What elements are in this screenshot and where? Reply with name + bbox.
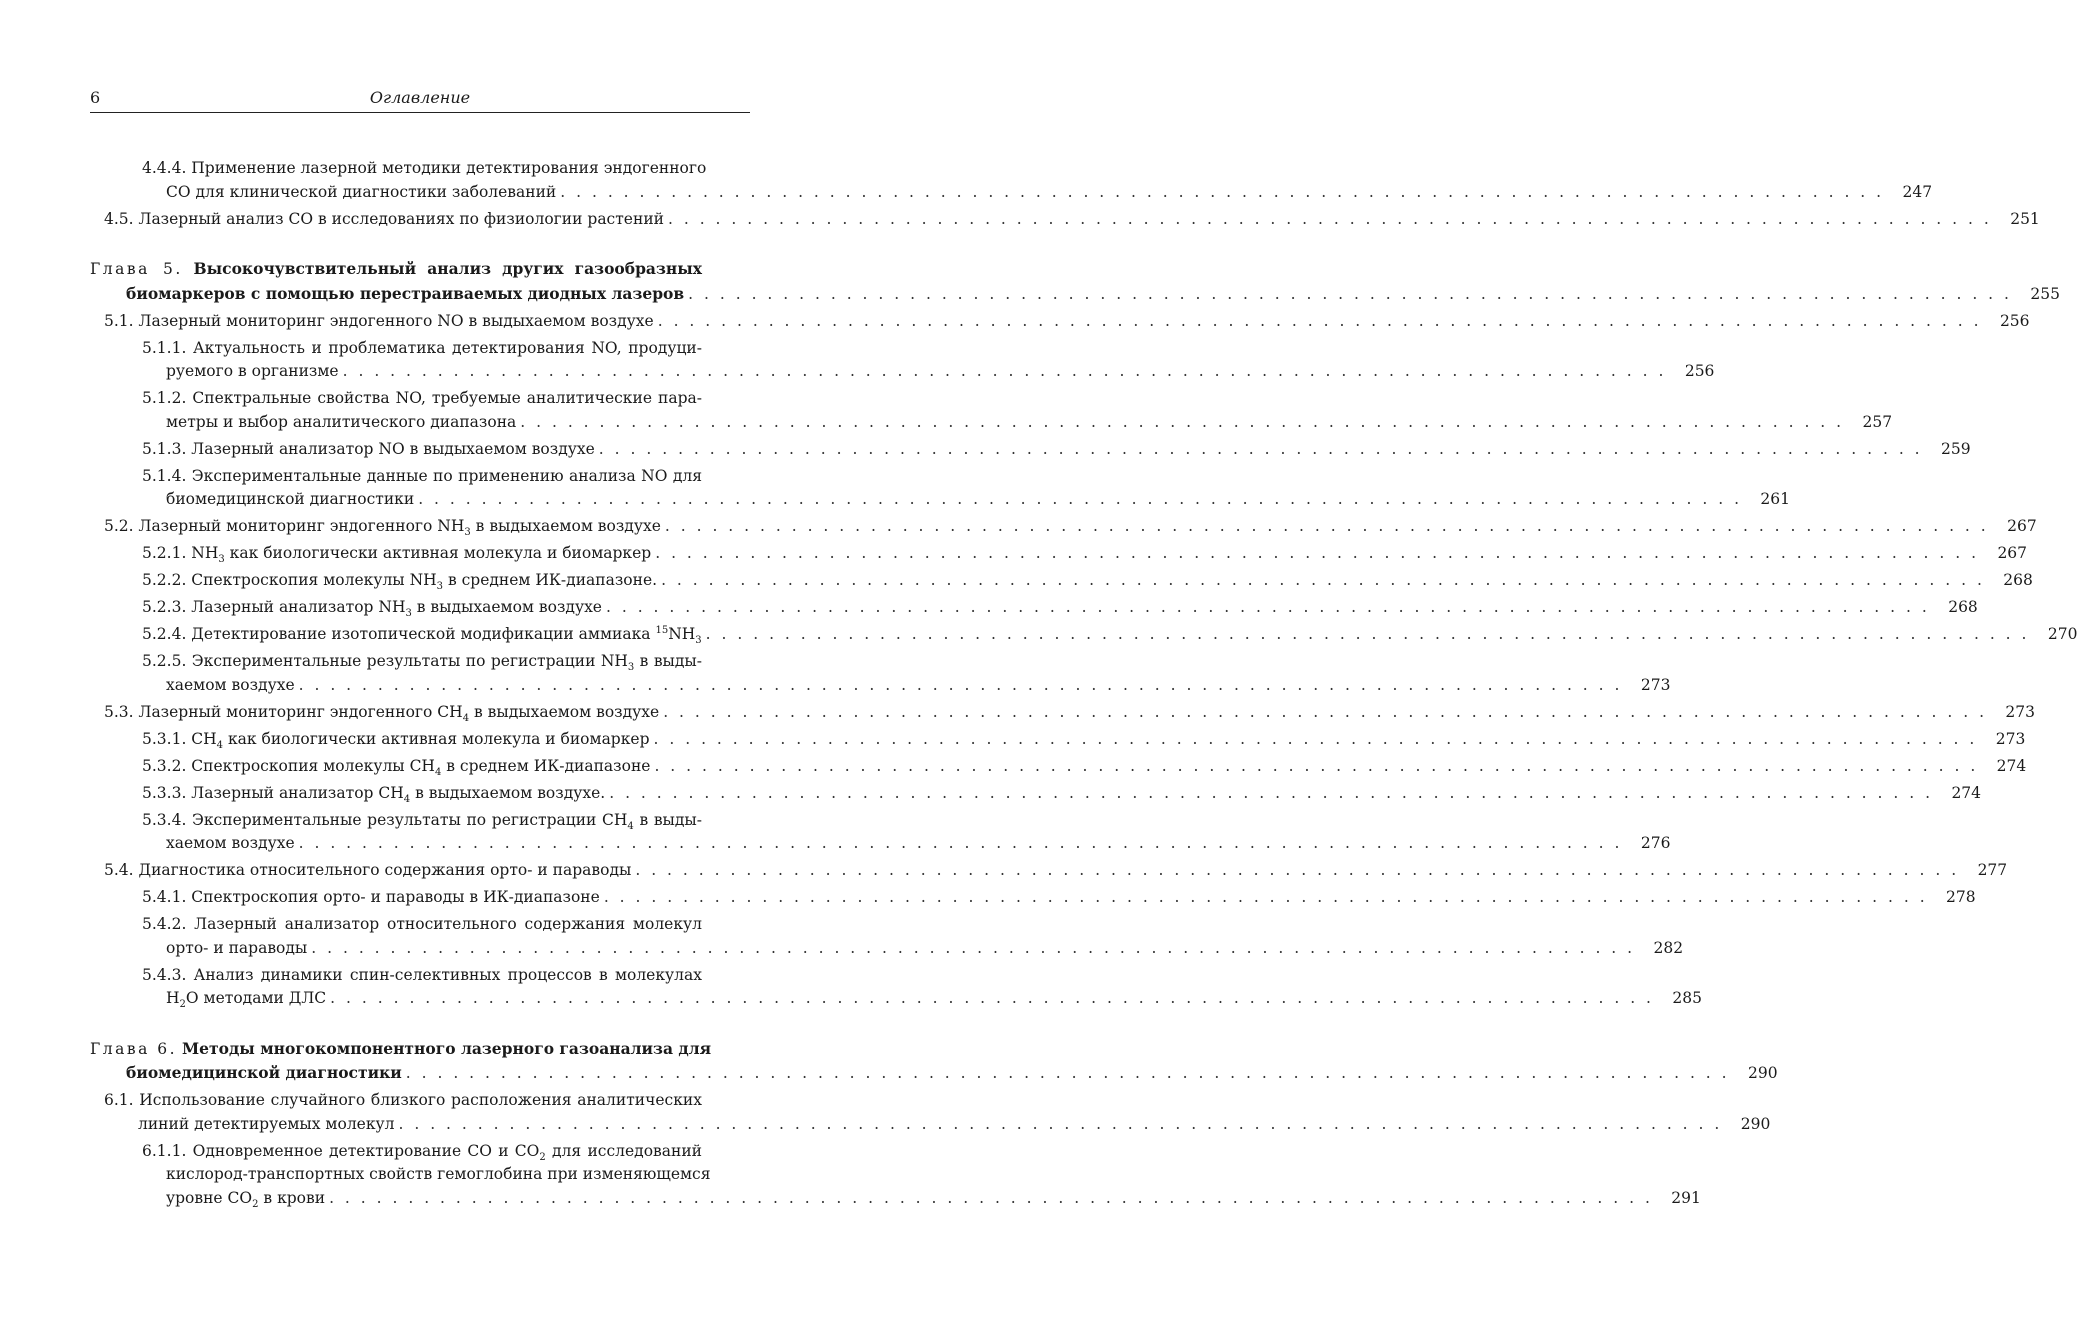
- page-ref: 259: [1941, 439, 1971, 458]
- toc-entry-e54[interactable]: [90, 859, 2008, 883]
- page-ref: 277: [1977, 861, 2008, 879]
- entry-text: 5.3. Лазерный мониторинг эндогенного CH: [104, 702, 463, 721]
- entry-text: H: [166, 989, 180, 1007]
- entry-text: в среднем ИК-диапазоне: [441, 756, 651, 775]
- subscript: 3: [436, 581, 444, 593]
- entry-text: 5.1.1. Актуальность и проблематика детектирования NO, продуци-: [142, 338, 702, 357]
- entry-leader-line: [142, 360, 1715, 384]
- toc-entry-e61[interactable]: [90, 1089, 1771, 1136]
- subscript: 4: [216, 739, 224, 751]
- entry-leader-line: [90, 282, 2060, 307]
- entry-leader-line: [142, 569, 2033, 593]
- page-ref: 255: [2030, 284, 2060, 303]
- entry-leader-line: [142, 488, 1791, 512]
- entry-last-text: [104, 701, 659, 725]
- entry-text: биомедицинской диагностики: [166, 490, 415, 508]
- entry-first-line: [142, 1140, 750, 1164]
- toc-entry-e534[interactable]: [90, 809, 1671, 856]
- chapter-label: Глава 5.: [90, 260, 183, 278]
- entry-last-text: [142, 886, 600, 910]
- entry-text: 5.1.3. Лазерный анализатор NO в выдыхаемом воздухе: [142, 439, 595, 458]
- page-ref: 282: [1653, 938, 1684, 957]
- entry-text: 5.2. Лазерный мониторинг эндогенного NH: [104, 517, 465, 535]
- toc-entry-e524[interactable]: [90, 623, 2077, 647]
- dot-leader: [602, 596, 1930, 620]
- toc-entry-e512[interactable]: [90, 387, 1893, 434]
- page-ref: 267: [1997, 544, 2028, 562]
- entry-leader-line: [104, 859, 2008, 883]
- entry-text: в крови: [258, 1188, 326, 1207]
- entry-text: биомедицинской диагностики: [126, 1063, 402, 1082]
- entry-last-text: [166, 674, 295, 698]
- subscript: 2: [539, 1151, 546, 1163]
- entry-text: СО для клинической диагностики заболеваний: [166, 182, 557, 201]
- toc-entry-e52[interactable]: [90, 515, 2037, 539]
- entry-text: 5.1. Лазерный мониторинг эндогенного NO в выдыхаемом воздухе: [104, 311, 654, 330]
- entry-text: как биологически активная молекула и биомаркер: [223, 729, 650, 748]
- toc-entry-e543[interactable]: [90, 964, 1702, 1011]
- entry-last-text: [104, 515, 661, 539]
- page-ref: 274: [1951, 783, 1982, 802]
- page-ref: 251: [2010, 209, 2040, 228]
- entry-text: руемого в организме: [166, 362, 339, 380]
- dot-leader: [325, 1187, 1653, 1211]
- toc-entry-e53[interactable]: [90, 701, 2036, 725]
- entry-leader-line: [90, 1061, 1778, 1086]
- page-ref: 290: [1747, 1064, 1778, 1082]
- dot-leader: [684, 283, 2012, 307]
- entry-text: 5.1.4. Экспериментальные данные по применению анализа NO для: [142, 466, 702, 485]
- entry-last-text: [104, 859, 631, 883]
- entry-last-text: [126, 1061, 402, 1085]
- page-ref: 270: [2047, 625, 2077, 643]
- entry-last-text: [142, 755, 650, 779]
- toc-entry-e532[interactable]: [90, 755, 2027, 779]
- dot-leader: [650, 728, 1978, 752]
- toc-entry-e521[interactable]: [90, 542, 2028, 566]
- entry-text: в выдыхаемом воздухе: [411, 598, 602, 616]
- entry-text: 5.3.2. Спектроскопия молекулы CH: [142, 756, 435, 775]
- dot-leader: [295, 832, 1623, 856]
- page-ref: 278: [1946, 888, 1976, 906]
- dot-leader: [307, 937, 1635, 961]
- entry-text: метры и выбор аналитического диапазона: [166, 412, 517, 431]
- entry-text: в выды-: [634, 652, 702, 670]
- entry-text: в выдыхаемом воздухе.: [410, 783, 606, 802]
- dot-leader: [600, 886, 1928, 910]
- toc-entry-e522[interactable]: [90, 569, 2033, 593]
- entry-text: как биологически активная молекула и биомаркер: [224, 544, 652, 562]
- entry-last-text: [142, 569, 657, 593]
- chapter-title-part: Высокочувствительный анализ других газообразных: [193, 259, 702, 278]
- chapter-title-part: Методы многокомпонентного лазерного газоанализа для: [181, 1038, 712, 1058]
- entry-text: 6.1. Использование случайного близкого расположения аналитических: [104, 1091, 702, 1109]
- page-ref: 268: [2003, 571, 2033, 589]
- toc-entry-e533[interactable]: [90, 782, 1982, 806]
- entry-last-text: [166, 411, 516, 435]
- dot-leader: [295, 674, 1623, 698]
- entry-text: NH: [668, 625, 696, 643]
- page-ref: 285: [1672, 989, 1702, 1007]
- entry-text: 5.2.5. Экспериментальные результаты по регистрации NH: [142, 652, 628, 670]
- dot-leader: [664, 208, 1992, 232]
- entry-text: 5.4.1. Спектроскопия орто- и параводы в ИК-диапазоне: [142, 888, 600, 906]
- entry-text: 5.1.2. Спектральные свойства NO, требуемые аналитические пара-: [142, 389, 702, 407]
- entry-first-line: [142, 650, 750, 674]
- entry-first-line: [104, 1089, 750, 1113]
- entry-text: 5.3.1. CH: [142, 729, 217, 748]
- entry-first-line: [142, 913, 750, 937]
- entry-last-text: [126, 282, 684, 306]
- entry-last-text: [166, 360, 339, 384]
- entry-last-text: [142, 728, 650, 752]
- dot-leader: [339, 360, 1667, 384]
- subscript: 3: [218, 554, 225, 566]
- entry-text: 5.2.3. Лазерный анализатор NH: [142, 598, 406, 616]
- entry-text: уровне CO: [166, 1188, 253, 1207]
- toc-entry-e523[interactable]: [90, 596, 1978, 620]
- entry-text: в выды-: [633, 810, 702, 829]
- entry-text: для исследований: [545, 1141, 702, 1160]
- dot-leader: [631, 859, 1959, 883]
- entry-text: 5.3.3. Лазерный анализатор CH: [142, 783, 404, 802]
- dot-leader: [402, 1062, 1730, 1086]
- page-ref: 247: [1902, 182, 1933, 201]
- page-ref: 256: [1684, 362, 1715, 380]
- running-title: Оглавление: [369, 88, 471, 107]
- dot-leader: [395, 1113, 1723, 1137]
- dot-leader: [702, 623, 2030, 647]
- page-number: 6: [90, 88, 101, 107]
- entry-last-text: [138, 1113, 395, 1137]
- entry-text: кислород-транспортных свойств гемоглобина при изменяющемся: [166, 1165, 711, 1183]
- entry-leader-line: [104, 310, 2030, 334]
- entry-text: 5.3.4. Экспериментальные результаты по регистрации CH: [142, 810, 628, 829]
- entry-last-text: [166, 488, 414, 512]
- entry-text: орто- и параводы: [166, 938, 308, 957]
- entry-last-text: [142, 438, 595, 462]
- dot-leader: [556, 181, 1884, 205]
- dot-leader: [654, 310, 1982, 334]
- subscript: 2: [252, 1198, 259, 1210]
- toc-entry-ch5[interactable]: [90, 257, 2060, 306]
- entry-leader-line: [104, 515, 2037, 539]
- toc-entry-e531[interactable]: [90, 728, 2026, 752]
- toc-entry-e444[interactable]: [90, 157, 1933, 204]
- entry-leader-line: [142, 987, 1702, 1011]
- page-ref: 256: [1999, 311, 2030, 330]
- dot-leader: [661, 515, 1989, 539]
- subscript: 3: [695, 635, 702, 647]
- entry-text: хаемом воздухе: [166, 834, 295, 852]
- entry-first-line: [142, 387, 750, 411]
- entry-text: биомаркеров с помощью перестраиваемых диодных лазеров: [126, 283, 685, 303]
- toc-entry-e514[interactable]: [90, 465, 1791, 512]
- chapter-label: Глава 6.: [90, 1039, 178, 1058]
- toc-entry-e511[interactable]: [90, 337, 1715, 384]
- dot-leader: [659, 701, 1987, 725]
- page-ref: 267: [2007, 517, 2037, 535]
- entry-leader-line: [142, 411, 1893, 435]
- subscript: 3: [627, 662, 635, 674]
- toc-entry-e525[interactable]: [90, 650, 1671, 697]
- entry-leader-line: [142, 832, 1671, 856]
- subscript: 4: [403, 793, 411, 805]
- running-header: [90, 88, 750, 113]
- entry-leader-line: [104, 701, 2036, 725]
- entry-first-line: [142, 964, 750, 988]
- dot-leader: [651, 542, 1979, 566]
- entry-text: 5.4.3. Анализ динамики спин-селективных процессов в молекулах: [142, 965, 702, 984]
- entry-middle-line: [142, 1163, 750, 1187]
- toc-entry-ch6[interactable]: [90, 1037, 1778, 1086]
- entry-leader-line: [142, 674, 1671, 698]
- entry-first-line: [90, 257, 750, 282]
- entry-last-text: [166, 181, 556, 205]
- entry-text: 5.4.2. Лазерный анализатор относительного содержания молекул: [142, 915, 702, 933]
- entry-first-line: [142, 337, 750, 361]
- entry-text: в выдыхаемом воздухе: [469, 702, 660, 721]
- superscript: 15: [655, 624, 669, 636]
- entry-text: 4.4.4. Применение лазерной методики детектирования эндогенного: [142, 159, 707, 177]
- entry-text: в выдыхаемом воздухе: [470, 517, 661, 535]
- entry-leader-line: [142, 596, 1978, 620]
- dot-leader: [516, 411, 1844, 435]
- entry-leader-line: [142, 181, 1933, 205]
- entry-leader-line: [142, 755, 2027, 779]
- entry-text: 5.2.2. Спектроскопия молекулы NH: [142, 571, 437, 589]
- entry-text: хаемом воздухе: [166, 675, 295, 694]
- entry-text: 5.2.1. NH: [142, 544, 219, 562]
- page-ref: 276: [1640, 834, 1671, 852]
- page-ref: 290: [1740, 1114, 1771, 1133]
- entry-last-text: [166, 1187, 325, 1211]
- entry-last-text: [104, 208, 664, 232]
- dot-leader: [326, 987, 1654, 1011]
- entry-text: O методами ДЛС: [185, 989, 327, 1007]
- entry-leader-line: [142, 728, 2026, 752]
- toc-entry-e513[interactable]: [90, 438, 1971, 462]
- entry-text: 5.4. Диагностика относительного содержания орто- и параводы: [104, 861, 632, 879]
- toc-entry-e45[interactable]: [90, 208, 2040, 232]
- entry-leader-line: [142, 1187, 1701, 1211]
- entry-text: 6.1.1. Одновременное детектирование CO и CO: [142, 1141, 540, 1160]
- page-ref: 261: [1760, 490, 1791, 508]
- subscript: 4: [462, 712, 470, 724]
- toc-entry-e51[interactable]: [90, 310, 2030, 334]
- page-ref: 257: [1862, 412, 1893, 431]
- entry-text: линий детектируемых молекул: [138, 1114, 395, 1133]
- entry-leader-line: [142, 542, 2028, 566]
- entry-first-line: [142, 465, 750, 489]
- page-ref: 291: [1671, 1188, 1701, 1207]
- page-ref: 268: [1948, 598, 1978, 616]
- entry-last-text: [104, 310, 654, 334]
- entry-first-line: [142, 157, 750, 181]
- subscript: 3: [464, 527, 471, 539]
- page-ref: 273: [1640, 675, 1671, 694]
- entry-last-text: [166, 987, 326, 1011]
- dot-leader: [414, 488, 1742, 512]
- toc-entry-e611[interactable]: [90, 1140, 1701, 1211]
- entry-leader-line: [142, 782, 1982, 806]
- entry-leader-line: [142, 886, 1976, 910]
- entry-last-text: [142, 623, 702, 647]
- subscript: 4: [627, 820, 634, 832]
- page-ref: 274: [1996, 756, 2027, 775]
- page-ref: 273: [2005, 702, 2036, 721]
- dot-leader: [605, 782, 1933, 806]
- entry-leader-line: [142, 438, 1971, 462]
- entry-last-text: [142, 542, 651, 566]
- entry-text: 4.5. Лазерный анализ СО в исследованиях по физиологии растений: [104, 209, 664, 228]
- toc-entry-e542[interactable]: [90, 913, 1684, 960]
- entry-leader-line: [142, 623, 2077, 647]
- entry-last-text: [142, 782, 605, 806]
- entry-leader-line: [104, 1113, 1771, 1137]
- toc-entry-e541[interactable]: [90, 886, 1976, 910]
- dot-leader: [657, 569, 1985, 593]
- table-of-contents: [90, 157, 2077, 1214]
- entry-last-text: [166, 937, 307, 961]
- entry-leader-line: [104, 208, 2040, 232]
- subscript: 2: [179, 999, 186, 1011]
- entry-first-line: [90, 1037, 750, 1062]
- entry-last-text: [142, 596, 602, 620]
- page-ref: 273: [1995, 729, 2026, 748]
- entry-last-text: [166, 832, 295, 856]
- dot-leader: [650, 755, 1978, 779]
- dot-leader: [595, 438, 1923, 462]
- entry-leader-line: [142, 937, 1684, 961]
- subscript: 4: [434, 766, 442, 778]
- entry-first-line: [142, 809, 750, 833]
- subscript: 3: [405, 608, 412, 620]
- entry-text: в среднем ИК-диапазоне.: [443, 571, 658, 589]
- entry-text: 5.2.4. Детектирование изотопической модификации аммиака: [142, 625, 656, 643]
